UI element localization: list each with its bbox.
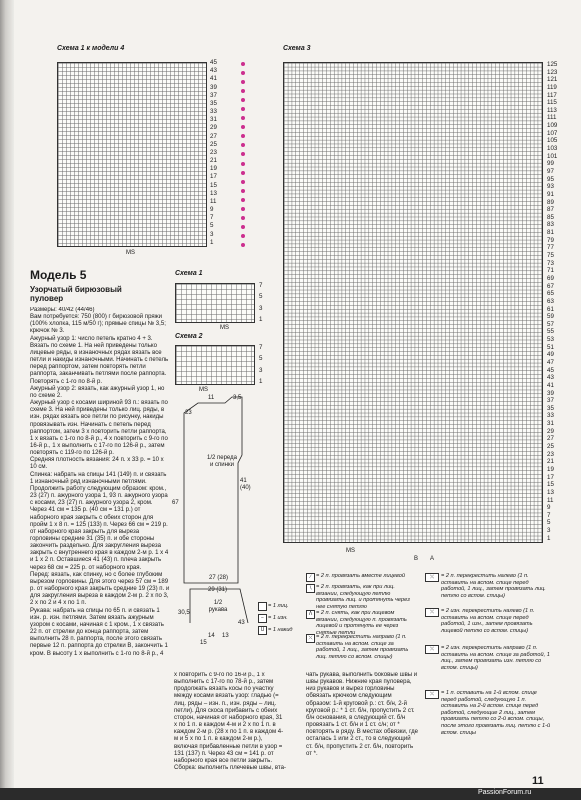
model5-subtitle: Узорчатый бирюзовый пуловер <box>30 285 122 303</box>
row-number: 45 <box>210 59 217 66</box>
purl-left-cross-symbol-icon: ⤬ <box>425 608 439 617</box>
scheme3-ms-label: MS <box>346 548 355 554</box>
dim-43: 43 <box>238 620 245 626</box>
row-number: 39 <box>210 83 217 91</box>
row-number: 107 <box>547 129 558 137</box>
scheme1-chart <box>175 283 255 323</box>
row-number: 25 <box>547 443 554 451</box>
scheme2-chart <box>175 345 255 385</box>
row-number: 3 <box>210 230 214 238</box>
row-number: 17 <box>210 173 217 181</box>
row-number: 115 <box>547 99 557 107</box>
row-number: 23 <box>547 450 554 458</box>
row-number: 29 <box>210 124 217 132</box>
row-number: 3 <box>547 527 551 535</box>
row-number: 1 <box>547 534 551 542</box>
dim-11: 11 <box>208 395 215 401</box>
legend-mid-2: = 2 п. провязать, как при лиц. вязании, следующую петлю провязать лиц. и протянуть через нее снятую петлю <box>316 584 410 610</box>
row-number: 121 <box>547 76 558 84</box>
scheme3-row-numbers <box>547 62 557 542</box>
row-number: 57 <box>547 320 554 328</box>
row-number: 49 <box>547 351 554 359</box>
body-pattern-label: 1/2 переда и спинки <box>207 455 237 468</box>
k2tog-symbol-icon: ∕ <box>306 573 315 582</box>
row-number: 5 <box>210 222 214 230</box>
row-number: 117 <box>547 91 557 99</box>
model5-instructions-column2: х повторить с 9-го по 16-й р., 1 х выполнить с 17-го по 78-й р., затем продолжать вязать косы по участку между косами вязать узор: гладью (= лиц. ряды – изн. п., изн. ряды – лиц. петли). Для скоса прибавить с обеих сторон, начиная от наборного края, 31 х по 1 п. в каждом 4-м и 2 х по 1 п. в каждом 2-м р. (28 х по 1 п. в каждом 4-м и 5 х по 1 п. в каждом 2-м р.), включая прибавленные петли в узор = 131 (137) п. Через 43 см = 141 р. от наборного края все петли закрыть. Сборка: выполнить плечевые швы, вта- <box>174 672 286 772</box>
row-number: 7 <box>210 214 214 222</box>
row-number: 41 <box>210 75 217 83</box>
model5-instructions-column3: чать рукава, выполнить боковые швы и швы рукавов. Нижние края пуловера, низ рукавов и вырез горловины обвязать крючком следующим образом: 1-й круговой р.: ст. б/н, 2-й круговой р.: * 1 ст. б/н, пропустить 2 ст. б/н основания, в следующий ст. б/н провязать 1 ст. б/н и 1 ст. с/н; от * повторять в ряду. В местах обвязки, где осталась 1 или 2 ст., то в следующий ст. б/н, пропустить 2 ст. б/н, повторить от *. <box>306 672 418 757</box>
row-number: 69 <box>547 274 554 282</box>
legend-purl: = 1 изн. <box>268 615 288 621</box>
ssk-symbol-icon: ∖ <box>306 584 315 593</box>
scheme1-title: Схема 1 <box>175 270 203 277</box>
legend-right-4: = 1 п. оставить на 1-й вспом. спице перед работой, следующую 1 п. оставить на 2-й вспом. спице перед работой, следующие 2 лиц., затем провязать петлю со 2-й вспом. спицы, после этого провязать лиц. петлю с 1-й вспом. спицы <box>441 690 551 736</box>
row-number: 25 <box>210 140 217 148</box>
row-number: 61 <box>547 305 554 313</box>
row-number: 13 <box>210 189 217 197</box>
scheme1-model4-ms-label: MS <box>126 250 135 256</box>
scheme3-title: Схема 3 <box>283 45 311 52</box>
legend-right-3: = 2 изн. перекрестить направо (1 п. оставить на вспом. спице за работой, 1 лиц., затем провязать изн. петлю со вспом. спицы) <box>441 645 550 671</box>
row-number: 11 <box>547 496 554 504</box>
row-number: 89 <box>547 198 554 206</box>
row-number: 81 <box>547 229 554 237</box>
row-number: 35 <box>547 404 554 412</box>
row-number: 13 <box>547 488 554 496</box>
row-number: 101 <box>547 152 558 160</box>
row-number: 85 <box>547 213 554 221</box>
row-number: 31 <box>547 420 554 428</box>
dim-3-5: 3,5 <box>233 395 242 401</box>
body-pattern-outline <box>184 397 242 583</box>
legend-yarn-over: = 1 накид <box>268 627 293 633</box>
row-number: 55 <box>547 328 554 336</box>
row-number: 99 <box>547 160 554 168</box>
row-number: 105 <box>547 137 558 145</box>
right-cross-symbol-icon: ⤬ <box>306 634 315 643</box>
dim-29-31: 29 (31) <box>208 587 228 593</box>
scheme3-marker-b: B <box>414 556 419 562</box>
row-number: 21 <box>547 458 554 466</box>
dim-13: 13 <box>222 633 229 639</box>
scheme2-ms-label: MS <box>199 387 208 393</box>
row-number: 17 <box>547 473 554 481</box>
dim-23: 23 <box>185 410 192 416</box>
scheme3-marker-a: A <box>430 556 435 562</box>
scheme1-row-numbers: 7 5 3 1 <box>259 282 263 323</box>
scheme2-title: Схема 2 <box>175 333 203 340</box>
row-number: 15 <box>210 181 217 189</box>
row-number: 67 <box>547 282 554 290</box>
row-number: 19 <box>210 165 217 173</box>
dim-27-28: 27 (28) <box>209 575 229 581</box>
row-number: 35 <box>210 99 217 107</box>
row-number: 41 <box>547 381 554 389</box>
row-number: 15 <box>547 481 554 489</box>
legend-mid-3: = 2 п. снять, как при лицевом вязании, следующую п. провязать лицевой и протянуть ее через снятые петли <box>316 610 407 636</box>
row-number: 11 <box>210 197 217 205</box>
row-number: 59 <box>547 313 554 321</box>
yarn-over-symbol-icon: U <box>258 626 267 635</box>
dim-14: 14 <box>208 633 215 639</box>
row-number: 111 <box>547 114 557 122</box>
row-number: 53 <box>547 336 554 344</box>
row-number: 19 <box>547 465 554 473</box>
row-number: 79 <box>547 236 554 244</box>
scheme1-ms-label: MS <box>220 325 229 331</box>
row-number: 47 <box>547 358 554 366</box>
legend-knit: = 1 лиц. <box>268 603 289 609</box>
legend-mid-1: = 2 п. провязать вместе лицевой <box>316 573 405 579</box>
scheme1-model4-title: Схема 1 к модели 4 <box>57 45 125 52</box>
row-number: 87 <box>547 206 554 214</box>
page-spine <box>0 0 14 800</box>
row-number: 83 <box>547 221 554 229</box>
left-cross-symbol-icon: ⤬ <box>425 573 439 582</box>
row-number: 23 <box>210 148 217 156</box>
sk2p-symbol-icon: Λ <box>306 610 315 619</box>
row-number: 43 <box>210 67 217 75</box>
footer-site: PassionForum.ru <box>478 789 532 796</box>
dim-67: 67 <box>172 500 179 506</box>
row-number: 27 <box>210 132 217 140</box>
row-number: 33 <box>547 412 554 420</box>
model5-heading: Модель 5 <box>30 268 87 282</box>
row-number: 109 <box>547 122 558 130</box>
cable-symbol-icon: ⤬ <box>425 690 439 699</box>
row-number: 39 <box>547 389 554 397</box>
row-number: 93 <box>547 183 554 191</box>
dim-15: 15 <box>200 640 207 646</box>
page-number: 11 <box>532 775 544 787</box>
row-number: 51 <box>547 343 554 351</box>
row-number: 123 <box>547 68 558 76</box>
row-number: 5 <box>547 519 551 527</box>
row-number: 31 <box>210 116 217 124</box>
scheme3-chart <box>283 62 543 543</box>
row-number: 97 <box>547 167 554 175</box>
row-number: 29 <box>547 427 554 435</box>
purl-stitch-symbol-icon: − <box>258 614 267 623</box>
row-number: 7 <box>547 511 551 519</box>
row-number: 37 <box>210 91 217 99</box>
row-number: 9 <box>547 504 551 512</box>
row-number: 1 <box>210 238 214 246</box>
row-number: 91 <box>547 190 554 198</box>
row-number: 43 <box>547 374 554 382</box>
row-number: 27 <box>547 435 554 443</box>
scheme1-model4-chart <box>57 62 207 247</box>
row-number: 9 <box>210 206 214 214</box>
row-number: 125 <box>547 61 558 68</box>
legend-right-2: = 2 изн. перекрестить налево (1 п. оставить на вспом. спице перед работой, 1 изн., затем провязать лицевой петлю со вспом. спицы) <box>441 608 535 634</box>
scheme2-row-numbers: 7 5 3 1 <box>259 344 263 385</box>
legend-right-1: = 2 п. перекрестить налево (1 п. оставить на вспом. спице перед работой, 1 лиц., затем провязать лиц. петлю со вспом. спицы) <box>441 573 546 599</box>
model5-instructions-column1: Размеры: 40/42 (44/46) Вам потребуется: 750 (800) г бирюзовой пряжи (100% хлопка, 115 м/50 г); прямые спицы № 3,5; крючок № 3. Ажурный узор 1: число петель кратно 4 + 3. Вязать по схеме 1. На ней приведены только лицевые ряды, в изнаночных рядах вязать все петли и накиды изнаночными. Начинать с петель перед раппортом, затем повторять петли раппорта, заканчивать петлями после раппорта. Повторять с 1-го по 8-й р. Ажурный узор 2: вязать, как ажурный узор 1, но по схеме 2. Ажурный узор с косами шириной 93 п.: вязать по схеме 3. На ней приведены только лиц. ряды, в изн. рядах вязать все петли по рисунку, накиды провязывать изн. Начинать с петель перед раппортом, затем 3 х повторить петли раппорта, 1 х вязать с 1-го по 8-й р., 4 х повторить с 9-го по 16-й р., 1 х выполнить с 17-го по 126-й р., затем повторять с 119-го по 126-й р. Средняя плотность вязания: 24 п. х 33 р. = 10 х 10 см. Спинка: набрать на спицы 141 (149) п. и связать 1 изнаночный ряд изнаночными петлями. Продолжить работу следующим образом: кром., 23 (27) п. ажурного узора 1, 93 п. ажурного узора с косами, 23 (27) п. ажурного узора 2, кром. Через 41 см = 135 р. (40 см = 131 р.) от наборного края закрыть с обеих сторон для пройм 1 х 8 п. = 125 (133) п. Через 66 см = 219 р. от наборного края закрыть для выреза горловины средние 31 (35) п. и обе стороны закончить раздельно. Для закругления выреза закрыть с внутреннего края в каждом 2-м р. 1 х 4 и 1 х 2 п. Оставшиеся 41 (43) п. плеча закрыть через 68 см = 225 р. от наборного края. Перед: вязать, как спинку, но с более глубоким вырезом горловины. Для этого через 57 см = 189 р. от наборного края закрыть средние 19 (23) п. и для закругления выреза в каждом 2-м р. 2 х по 3, 2 х по 2 и 4 х по 1 п. Рукава: набрать на спицы по 65 п. и связать 1 изн. р. изн. петлями. Затем вязать ажурным узором с косами, начиная с 1 кром., 1 х связать 22 п. от стрелки до конца раппорта, затем выполнить 28 п. раппорта, после этого связать первые 12 п. раппорта до стрелки В, закончить 1 кром. В высоту 1 х выполнить с 1-го по 8-й р., 4 <box>30 307 170 657</box>
row-number: 103 <box>547 145 558 153</box>
row-number: 71 <box>547 267 554 275</box>
legend-mid-4: = 2 п. перекрестить направо (1 п. оставить на вспом. спице за работой, 1 лиц., затем провязать лиц. петлю со вспом. спицы) <box>316 634 409 660</box>
scheme1-model4-row-numbers <box>210 60 217 246</box>
row-number: 113 <box>547 106 557 114</box>
sleeve-pattern-label: 1/2 рукава <box>208 600 228 613</box>
purl-right-cross-symbol-icon: ⤬ <box>425 645 439 654</box>
row-number: 75 <box>547 252 554 260</box>
row-number: 77 <box>547 244 554 252</box>
dim-30-5: 30,5 <box>178 610 190 616</box>
row-number: 65 <box>547 290 554 298</box>
row-number: 73 <box>547 259 554 267</box>
knit-stitch-symbol-icon <box>258 602 267 611</box>
row-number: 95 <box>547 175 554 183</box>
row-number: 63 <box>547 297 554 305</box>
row-number: 37 <box>547 397 554 405</box>
scheme1-model4-dot-column <box>241 62 245 247</box>
row-number: 45 <box>547 366 554 374</box>
row-number: 119 <box>547 83 557 91</box>
row-number: 33 <box>210 108 217 116</box>
row-number: 21 <box>210 157 217 165</box>
dim-41: 41 (40) <box>240 478 251 491</box>
